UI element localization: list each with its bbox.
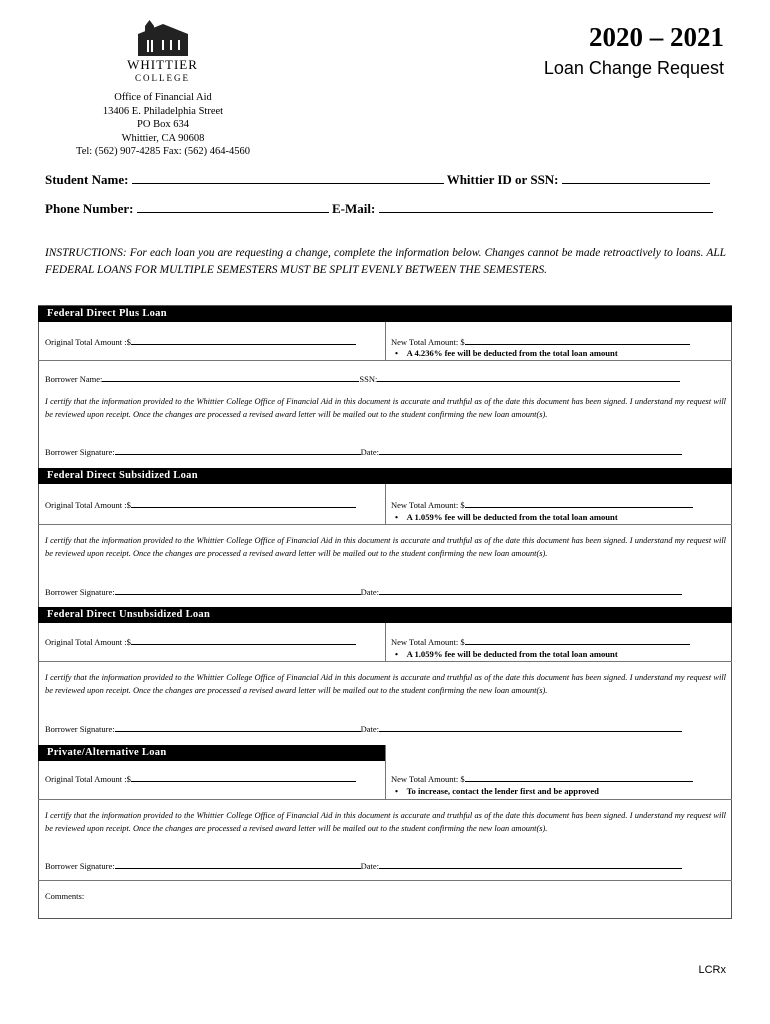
unsub-signature-row: Borrower Signature: Date: [45,723,682,734]
private-certification: I certify that the information provided to the Whittier College Office of Financial Aid in this document is accurate and truthful as of the date this document has been signed. I understand my request will be reviewed upon receipt. Once the changes are processed a revised award letter will be mailed out to the student confirming the new loan amount(s). [45,811,726,833]
date-field[interactable] [379,446,682,455]
plus-original-total-field[interactable] [131,336,356,345]
section-plus-loan-header [38,306,732,322]
document-title: Loan Change Request [543,58,724,78]
plus-signature-row: Borrower Signature: Date: [45,446,682,457]
section-unsubsidized-header [38,607,732,623]
plus-new-total-field[interactable] [465,336,690,345]
office-address [40,91,286,159]
private-signature-row: Borrower Signature: Date: [45,860,682,871]
academic-year: 2020 – 2021 [589,22,724,52]
whittier-id-label: Whittier ID or SSN: [446,172,559,187]
city: Whittier, CA 90608 [121,132,205,144]
student-name-field[interactable] [132,172,444,184]
sub-original-total-field[interactable] [131,499,356,508]
phone-field[interactable] [137,201,329,213]
plus-certification: I certify that the information provided to the Whittier College Office of Financial Aid in this document is accurate and truthful as of the date this document has been signed. I understand my request will be reviewed upon receipt. Once the changes are processed a revised award letter will be mailed out to the student confirming the new loan amount(s). [45,397,726,419]
student-name-label: Student Name: [45,172,129,187]
plus-fee-note: • A 4.236% fee will be deducted from the total loan amount [395,348,618,358]
private-original-total: Original Total Amount :$ [45,773,356,784]
college-name: WHITTIER [127,57,198,72]
po-box: PO Box 634 [137,119,189,131]
signature-field[interactable] [115,446,361,455]
sub-new-total: New Total Amount: $ [391,499,693,510]
sub-new-total-field[interactable] [465,499,693,508]
street: 13406 E. Philadelphia Street [102,105,224,117]
section-title: Federal Direct Plus Loan [38,306,732,322]
private-new-total-field[interactable] [465,773,693,782]
whittier-id-field[interactable] [562,172,710,184]
unsub-new-total-field[interactable] [465,636,690,645]
phone-label: Phone Number: [45,201,134,216]
section-title: Private/Alternative Loan [38,745,385,761]
plus-borrower-name: Borrower Name: SSN: [45,373,680,384]
unsub-fee-note: • A 1.059% fee will be deducted from the total loan amount [395,649,618,659]
date-field[interactable] [379,586,682,595]
section-title: Federal Direct Subsidized Loan [38,468,732,484]
signature-field[interactable] [115,860,361,869]
section-subsidized-header [38,468,732,484]
section-title: Federal Direct Unsubsidized Loan [38,607,732,623]
borrower-name-field[interactable] [102,373,359,382]
plus-new-total: New Total Amount: $ [391,336,690,347]
email-field[interactable] [379,201,713,213]
unsub-certification: I certify that the information provided to the Whittier College Office of Financial Aid in this document is accurate and truthful as of the date this document has been signed. I understand my request will be reviewed upon receipt. Once the changes are processed a revised award letter will be mailed out to the student confirming the new loan amount(s). [45,673,726,695]
student-name-row [45,172,710,188]
phone-email-row [45,201,713,217]
unsub-original-total-field[interactable] [131,636,356,645]
sub-signature-row: Borrower Signature: Date: [45,586,682,597]
office-name: Office of Financial Aid [114,92,212,103]
instructions: INSTRUCTIONS: For each loan you are requesting a change, complete the information below. Changes cannot be made retroactively to loans. ALL FEDERAL LOANS FOR MULTIPLE SEMESTERS MUST BE SPLIT EVENLY BETWEEN THE SEMESTERS. [45,247,726,276]
plus-original-total: Original Total Amount :$ [45,336,356,347]
comments-field[interactable] [45,903,725,917]
private-note: • To increase, contact the lender first and be approved [395,786,599,796]
form-code: LCRx [698,964,726,976]
private-original-total-field[interactable] [131,773,356,782]
private-new-total: New Total Amount: $ [391,773,693,784]
college-sub: COLLEGE [135,73,190,83]
signature-field[interactable] [115,586,361,595]
sub-original-total: Original Total Amount :$ [45,499,356,510]
phone-fax: Tel: (562) 907-4285 Fax: (562) 464-4560 [76,146,250,158]
ssn-field[interactable] [377,373,680,382]
comments-label: Comments: [45,891,85,901]
unsub-new-total: New Total Amount: $ [391,636,690,647]
sub-fee-note: • A 1.059% fee will be deducted from the total loan amount [395,512,618,522]
date-field[interactable] [379,723,682,732]
email-label: E-Mail: [331,201,376,216]
signature-field[interactable] [115,723,361,732]
date-field[interactable] [379,860,682,869]
unsub-original-total: Original Total Amount :$ [45,636,356,647]
sub-certification: I certify that the information provided to the Whittier College Office of Financial Aid in this document is accurate and truthful as of the date this document has been signed. I understand my request will be reviewed upon receipt. Once the changes are processed a revised award letter will be mailed out to the student confirming the new loan amount(s). [45,536,726,558]
